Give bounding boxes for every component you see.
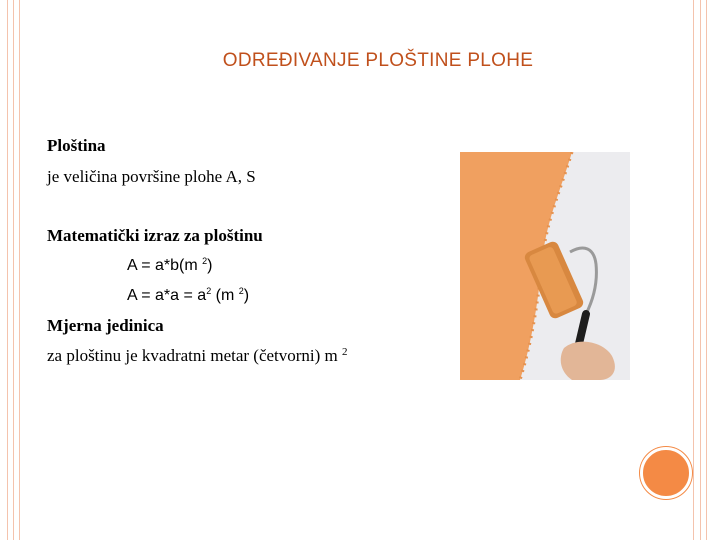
frame-line-left-1 [7, 0, 8, 540]
formula2-exponent-m: 2 [238, 286, 244, 296]
heading-mjerna-jedinica: Mjerna jedinica [47, 316, 164, 335]
unit-line-exponent: 2 [342, 346, 348, 358]
formula-rectangle [127, 256, 213, 275]
formula2-close: ) [243, 287, 250, 304]
frame-line-right-3 [706, 0, 707, 540]
unit-line-text: za ploštinu je kvadratni metar (četvorni) m [47, 346, 343, 365]
paint-roller-photo [460, 152, 630, 380]
frame-line-left-3 [19, 0, 20, 540]
definition-line: je veličina površine plohe A, S [47, 167, 256, 186]
formula1-close: ) [207, 257, 213, 274]
formula2-text: A = a*a = a [127, 287, 207, 304]
formula1-exponent: 2 [202, 256, 208, 266]
frame-line-left-2 [13, 0, 14, 540]
formula-square [127, 286, 249, 305]
frame-line-right-2 [700, 0, 701, 540]
heading-matematicki-izraz: Matematički izraz za ploštinu [47, 226, 263, 245]
heading-plostina: Ploština [47, 136, 106, 155]
decorative-circle [640, 447, 692, 499]
formula2-unit: (m [211, 287, 239, 304]
frame-line-right-1 [693, 0, 694, 540]
unit-line [47, 346, 348, 366]
slide-title: ODREĐIVANJE PLOŠTINE PLOHE [222, 50, 534, 71]
formula2-exponent-a: 2 [206, 286, 212, 296]
formula1-text: A = a*b(m [127, 257, 203, 274]
